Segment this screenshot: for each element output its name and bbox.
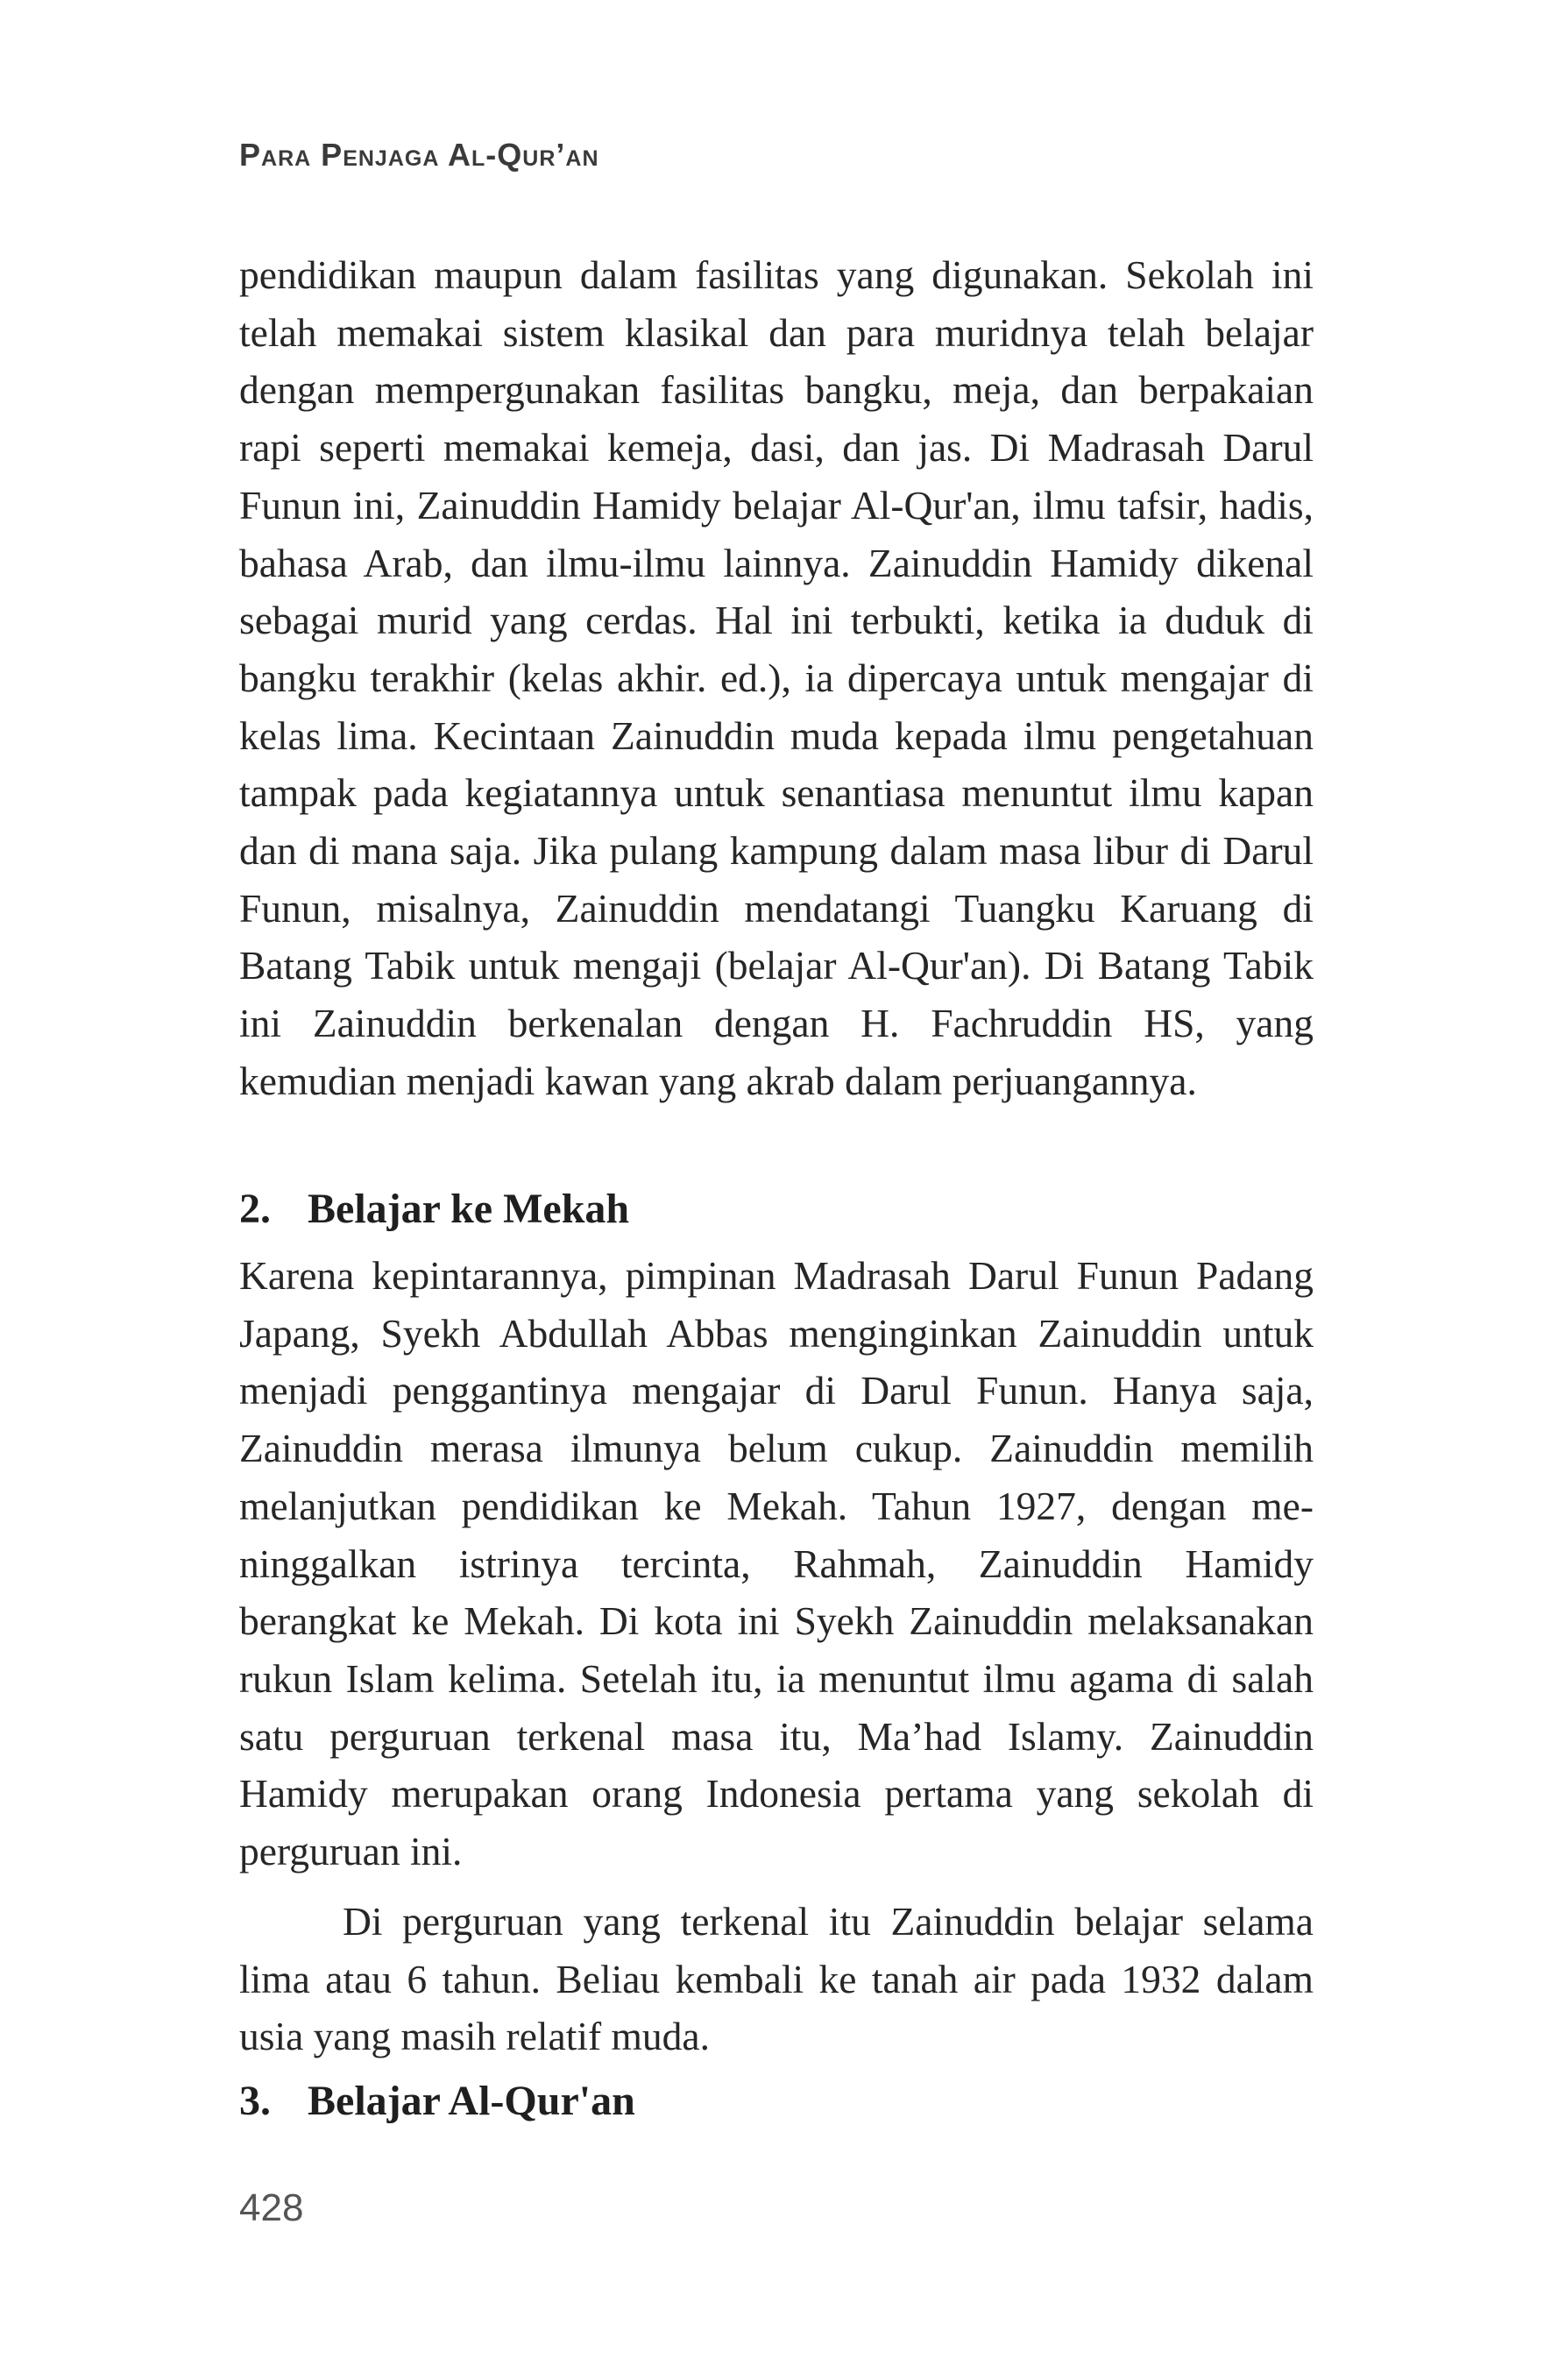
section-title: Belajar ke Mekah [308,1186,630,1232]
section-heading-belajar-ke-mekah [239,1183,629,1236]
section-title: Belajar Al-Qur'an [308,2078,635,2124]
section-number: 3. [239,2078,271,2124]
body-paragraph: Karena kepintarannya, pimpinan Madrasah Darul Funun Padang Japang, Syekh Abdullah Abbas menginginkan Zainuddin untuk menjadi penggantinya mengajar di Darul Funun. Hanya saja, Zainuddin merasa ilmunya belum cukup. Zainuddin memilih melanjutkan pendidikan ke Mekah. Tahun 1927, dengan meninggalkan istrinya tercinta, Rahmah, Zainuddin Hamidy berangkat ke Mekah. Di kota ini Syekh Zainuddin melaksanakan rukun Islam kelima. Setelah itu, ia menuntut ilmu agama di salah satu perguruan terkenal masa itu, Ma’had Islamy. Zainuddin Hamidy merupakan orang Indonesia pertama yang sekolah di perguruan ini. [239,1253,1314,1874]
body-paragraph-indented: Di perguruan yang terkenal itu Zainuddin belajar selama lima atau 6 tahun. Beliau kembali ke tanah air pada 1932 dalam usia yang masih relatif muda. [239,1899,1314,2059]
running-header: Para Penjaga Al-Qur’an [239,137,599,173]
page-number: 428 [239,2186,304,2229]
section-heading-belajar-al-quran [239,2075,635,2128]
body-paragraph: pendidikan maupun dalam fasilitas yang digunakan. Sekolah ini telah memakai sistem klasikal dan para muridnya telah belajar dengan mempergunakan fasilitas bangku, meja, dan berpakaian rapi seperti memakai kemeja, dasi, dan jas. Di Madrasah Darul Funun ini, Zainuddin Hamidy belajar Al-Qur'an, ilmu tafsir, hadis, bahasa Arab, dan ilmu-ilmu lainnya. Zainuddin Hamidy dikenal sebagai murid yang cerdas. Hal ini terbukti, ketika ia duduk di bangku terakhir (kelas akhir. ed.), ia dipercaya untuk mengajar di kelas lima. Kecintaan Zainuddin muda kepada ilmu pengetahuan tampak pada kegiatannya untuk senantiasa menuntut ilmu kapan dan di mana saja. Jika pulang kampung dalam masa libur di Darul Funun, misalnya, Zainuddin mendatangi Tuangku Karuang di Batang Tabik untuk mengaji (belajar Al-Qur'an). Di Batang Tabik ini Zainuddin berkenalan dengan H. Fachruddin HS, yang kemudian menjadi kawan yang akrab dalam perjuangannya. [239,252,1314,1103]
section-number: 2. [239,1186,271,1232]
